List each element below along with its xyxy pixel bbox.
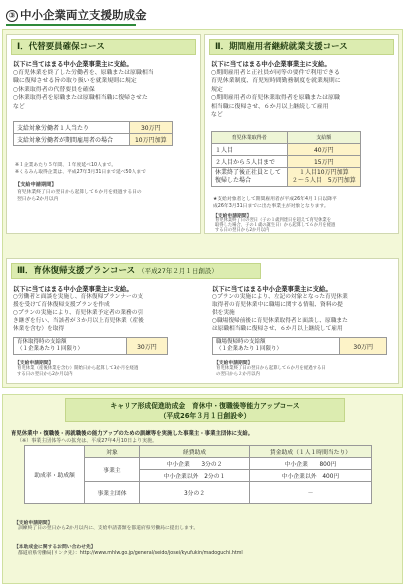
- amount-value: 30万円: [129, 122, 172, 134]
- career-period-label: 【支給申請期間】: [14, 521, 53, 526]
- course-3-left-amount-table: [13, 337, 168, 355]
- wage-cell: 中小企業以外 400円: [250, 470, 372, 482]
- table-row: [212, 132, 361, 144]
- career-title: [65, 398, 345, 422]
- course-3-left-period-text: [17, 366, 138, 378]
- requirement-item: など: [211, 112, 223, 119]
- amount-label: [14, 338, 127, 355]
- course-1-amount-table: [13, 121, 173, 146]
- page-title-text: 中小企業両立支援助成金: [20, 8, 147, 22]
- course-2-title: Ⅱ．期間雇用者継続就業支援コース: [209, 39, 394, 55]
- note-line: ※くるみん取得企業は、平成27年3月31日まで延べ50人まで: [15, 169, 146, 175]
- requirement-item: ○プランの実施により、育児休業予定者の業務の引: [13, 310, 144, 316]
- amount-label: 支給対象労働者が期間雇用者の場合: [14, 134, 130, 146]
- career-title-line: キャリア形成促進助成金 育休中・復職後等能力アップコース: [110, 402, 300, 410]
- column-header: 賃金助成（１人１時間当たり）: [250, 446, 372, 458]
- career-subsidy-table: [24, 445, 372, 504]
- amount-label: １人目: [212, 144, 288, 156]
- note-line: 育児休業終了日の翌日から起算して６か月を経過する日の: [17, 190, 142, 195]
- amount-value: 30万円: [126, 338, 167, 355]
- wage-cell: －: [250, 482, 372, 504]
- amount-label-line: 職場復帰時の支給額: [216, 339, 266, 345]
- amount-value: 30万円: [340, 338, 387, 355]
- course-2-amount-table: [211, 131, 361, 187]
- note-line: 取得した場合、子の１歳の誕生日）から起算して６か月を経過: [215, 223, 336, 229]
- requirement-item: き継ぎを行い、当該者が３か月以上育児休業（産後: [13, 318, 144, 324]
- career-period-text: 訓練終了日の翌日から2か月以内に、支給申請書類を都道府県労働局に提出します。: [18, 526, 199, 531]
- amount-value-line: １人目10万円加算: [298, 169, 349, 176]
- wage-cell: 中小企業 800円: [250, 458, 372, 470]
- amount-value: 10万円加算: [129, 134, 172, 146]
- table-row: [212, 144, 361, 156]
- requirement-item: 職に復帰させる旨の取り扱いを就業規則に規定: [13, 78, 137, 85]
- table-row: [14, 338, 168, 355]
- requirement-item: ○労働者と面談を実施し、育休復帰プランナーの支: [13, 294, 144, 300]
- column-header: 育児休業取得者: [212, 132, 288, 144]
- course-3-right-requirements: [212, 293, 348, 333]
- expense-cell: 中小企業 3分の２: [140, 458, 250, 470]
- table-row: [212, 168, 361, 187]
- note-line: 育児休業終了日の翌日（子の１歳到達日を超えて育児休業を: [215, 218, 332, 223]
- requirement-item: 育児休業制度、育児短時間勤務制度を就業規則に: [211, 78, 341, 85]
- course-2-period-text: [215, 218, 335, 234]
- note-line: 翌日から2か月以内: [17, 196, 59, 202]
- table-row: [14, 122, 173, 134]
- table-row: [25, 446, 372, 458]
- requirement-item: 相当職に復帰させ、６か月以上継続して雇用: [211, 103, 329, 110]
- note-line: ★支給対象者として期間雇用者が平成26年4月１日以降平: [213, 197, 337, 202]
- requirement-item: 援を受けて育休復帰支援プランを作成: [13, 302, 110, 308]
- contact-link[interactable]: 都道府県労働局(リンク先）：http://www.mhlw.go.jp/general/seido/josei/kyufukin/madoguchi.html: [18, 551, 243, 556]
- course-3-title: [11, 263, 261, 279]
- course-1-notes: [15, 163, 146, 176]
- note-line: する日の翌日から2か月以内: [17, 371, 73, 377]
- contact-label: 【本助成金に関するお問い合わせ先】: [14, 545, 96, 550]
- amount-label: [213, 338, 340, 355]
- course-1-period-label: 【支給申請期間】: [15, 182, 57, 188]
- expense-cell: 中小企業以外 2分の１: [140, 470, 250, 482]
- row-header: 助成率・助成額: [25, 446, 85, 504]
- requirement-item: など: [13, 103, 25, 110]
- course-3-right-amount-table: [212, 337, 387, 355]
- note-line: 成26年3月31日までに出た事業主が対象となります。: [213, 203, 329, 209]
- requirement-item: 供を実施: [212, 310, 235, 316]
- course-1-period-text: [17, 190, 142, 203]
- amount-label: 支給対象労働者１人当たり: [14, 122, 130, 134]
- requirement-item: ○休業取得者を原職または原職相当職に復帰させた: [13, 95, 148, 102]
- requirement-item: 規定: [211, 86, 223, 93]
- requirement-item: ○職場復帰前後に育児休業取得者と面談し、原職また: [212, 318, 348, 324]
- course-2-panel: [204, 34, 399, 234]
- amount-value-line: ２～５人目 5万円加算: [291, 177, 356, 184]
- career-lead: 育児休業中・復職後・再就職後の能力アップのための訓練等を実施した事業主・事業主団体に支給。: [11, 431, 254, 437]
- table-row: [213, 338, 387, 355]
- table-row: [14, 134, 173, 146]
- amount-value: 15万円: [287, 156, 360, 168]
- requirement-item: ○期間雇用者の育児休業取得者を原職または原職: [211, 95, 340, 102]
- course-3-right-lead: 以下に当てはまる中小企業事業主に支給。: [212, 286, 332, 293]
- amount-label-line: （１企業あたり１回限り）: [216, 346, 283, 352]
- requirement-item: ○期間雇用者と正社員が同等の要件で利用できる: [211, 70, 340, 76]
- note-line: の翌日から２か月以内: [216, 371, 260, 377]
- requirement-item: 休業を含む）を取得: [13, 326, 65, 332]
- course-1-lead: 以下に当てはまる中小企業事業主に支給。: [13, 61, 133, 68]
- requirement-item: ○プランの実施により、左記の対象となった育児休業: [212, 294, 348, 300]
- course-3-title-text: Ⅲ．育休復帰支援プランコース: [17, 266, 136, 276]
- amount-label-line: 復帰した場合: [215, 177, 252, 184]
- course-3-right-period-text: [216, 366, 326, 378]
- career-note: （※）事業主団体等への拡充は、平成27年4月10日より実施。: [17, 438, 158, 444]
- page-title: [6, 6, 147, 24]
- course-2-requirements: [211, 69, 341, 119]
- column-header: 対象: [85, 446, 140, 458]
- course-2-period-label: 【支給申請期間】: [213, 214, 252, 219]
- section-number-badge: ③: [6, 10, 18, 22]
- amount-label: ２人目から５人目まで: [212, 156, 288, 168]
- requirement-item: ○育児休業を終了した労働者を、原職または原職相当: [13, 70, 154, 76]
- course-2-notes: [213, 197, 337, 210]
- note-line: 育児休業（産後休業を含む）開始日から起算して3か月を経過: [17, 366, 139, 371]
- course-3-left-requirements: [13, 293, 144, 333]
- course-1-panel: [6, 34, 201, 234]
- amount-label-line: 休業終了後正社員として: [215, 169, 282, 176]
- requirement-item: 取得者の育児休業中に職場に関する情報、資料の提: [212, 302, 343, 308]
- course-3-left-period-label: 【支給申請期間】: [15, 361, 54, 366]
- course-3-panel: [6, 258, 399, 384]
- course-3-left-lead: 以下に当てはまる中小企業事業主に支給。: [13, 286, 133, 293]
- target-cell: 事業主: [85, 458, 140, 482]
- table-row: [212, 156, 361, 168]
- target-cell: 事業主団体: [85, 482, 140, 504]
- amount-label: [212, 168, 288, 187]
- career-subtitle: （平成26年３月１日創設※）: [159, 412, 251, 420]
- column-header: 経費助成: [140, 446, 250, 458]
- title-underline: [6, 24, 136, 26]
- note-line: ※１企業あたり５年間、１年度延べ10人まで。: [15, 163, 117, 168]
- expense-cell: 3分の２: [140, 482, 250, 504]
- amount-value: [287, 168, 360, 187]
- course-3-right-period-label: 【支給申請期間】: [214, 361, 253, 366]
- course-3-subtitle: （平成27年２月１日創設）: [138, 267, 218, 275]
- note-line: 育児休業終了日の翌日から起算して６か月を経過する日: [216, 366, 326, 371]
- amount-label-line: （１企業あたり１回限り）: [17, 346, 84, 352]
- amount-label-line: 育休取得時の支給額: [17, 339, 67, 345]
- note-line: する日の翌日から2か月以内: [215, 228, 270, 234]
- requirement-item: は原職相当職に復帰させ、６か月以上継続して雇用: [212, 326, 343, 332]
- course-1-title: Ⅰ．代替要員確保コース: [11, 39, 196, 55]
- amount-value: 40万円: [287, 144, 360, 156]
- course-2-lead: 以下に当てはまる中小企業事業主に支給。: [211, 61, 331, 68]
- requirement-item: ○休業取得者の代替要員を確保: [13, 86, 95, 93]
- course-1-requirements: [13, 69, 154, 111]
- column-header: 支給額: [287, 132, 360, 144]
